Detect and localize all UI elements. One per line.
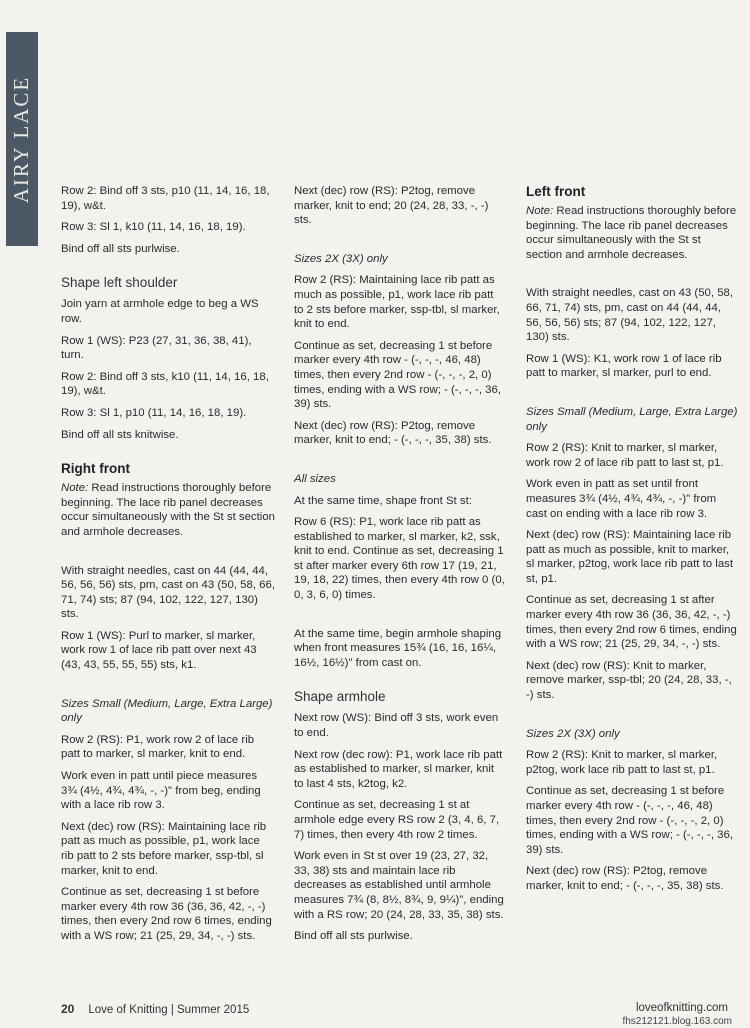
website-link[interactable]: loveofknitting.com [635, 1002, 728, 1014]
note [61, 481, 275, 539]
paragraph: With straight needles, cast on 44 (44, 44, 56, 56, 56) sts, pm, cast on 43 (50, 58, 66, 71, 74) sts; 87 (94, 102, 122, 127, 130) sts. [61, 564, 276, 621]
sizes-label: Sizes 2X (3X) only [294, 252, 388, 265]
note-label: Note: [61, 482, 89, 495]
paragraph: Next (dec) row (RS): Maintaining lace rib patt as much as possible, knit to marker, sl marker, p2tog, work lace rib patt to last st, p1. [526, 529, 734, 585]
note-text: Read instructions thoroughly before beginning. The lace rib panel decreases occur simultaneously with the St st section and armhole decreases. [526, 205, 737, 261]
heading-right-front: Right front [61, 461, 130, 477]
paragraph: Next (dec) row (RS): P2tog, remove marker, knit to end; 20 (24, 28, 33, -, -) sts. [294, 185, 489, 227]
paragraph: Work even in St st over 19 (23, 27, 32, 33, 38) sts and maintain lace rib decreases as established until armhole measures 7¾ (8, 8½, 8¾, 9, 9¼)", ending with a RS row; 20 (24, 28, 33, 35, 38) sts. [294, 850, 504, 921]
paragraph: Row 2: Bind off 3 sts, p10 (11, 14, 16, 18, 19), w&t. [61, 185, 270, 212]
section-tab [6, 32, 38, 246]
paragraph: Next row (WS): Bind off 3 sts, work even to end. [294, 712, 499, 740]
note-text: Read instructions thoroughly before beginning. The lace rib panel decreases occur simultaneously with the St st section and armhole decreases. [61, 482, 275, 538]
paragraph: Row 6 (RS): P1, work lace rib patt as established to marker, sl marker, k2, ssk, knit to end. Continue as set, decreasing 1 st after marker every 6th row 17 (19, 21, 19, 18, 22) times, then every 4th row 0 (0, 0, 3, 6, 0) times. [294, 516, 505, 602]
paragraph: Continue as set, decreasing 1 st after marker every 4th row 36 (36, 36, 42, -, -) times, then every 2nd row 6 times, ending with a WS row; 21 (25, 29, 34, -, -) sts. [526, 594, 737, 651]
paragraph: Continue as set, decreasing 1 st before marker every 4th row - (-, -, -, 46, 48) times, then every 2nd row - (-, -, -, 2, 0) times, ending with a WS row; - (-, -, -, 36, 39) sts. [526, 785, 733, 856]
paragraph: Next row (dec row): P1, work lace rib patt as established to marker, sl marker, knit to last 4 sts, k2tog, k2. [294, 748, 503, 790]
heading-shape-armhole: Shape armhole [294, 689, 386, 705]
paragraph: Continue as set, decreasing 1 st at armhole edge every RS row 2 (3, 4, 6, 7, 7) times, then every 4th row 2 times. [294, 799, 500, 841]
paragraph: Row 2: Bind off 3 sts, k10 (11, 14, 16, 18, 19), w&t. [61, 370, 269, 398]
paragraph: Work even in patt until piece measures 3¾ (4½, 4¾, 4¾, -, -)" from beg, ending with a lace rib row 3. [61, 770, 261, 812]
paragraph: Bind off all sts purlwise. [61, 242, 180, 255]
paragraph: Row 2 (RS): Maintaining lace rib patt as much as possible, p1, work lace rib patt to 2 sts before marker, ssp-tbl, sl marker, knit to end. [294, 274, 500, 331]
section-tab-label: AIRY LACE [9, 75, 34, 203]
paragraph: Next (dec) row (RS): Knit to marker, remove marker, ssp-tbl; 20 (24, 28, 33, -, -) sts. [526, 659, 732, 702]
paragraph: Bind off all sts purlwise. [294, 930, 413, 943]
paragraph: Join yarn at armhole edge to beg a WS row. [61, 298, 259, 325]
paragraph: Work even in patt as set until front measures 3¾ (4½, 4¾, 4¾, -, -)" from cast on ending with a lace rib row 3. [526, 478, 717, 520]
sizes-label: Sizes Small (Medium, Large, Extra Large) only [526, 405, 738, 433]
paragraph: Continue as set, decreasing 1 st before marker every 4th row - (-, -, -, 46, 48) times, then every 2nd row - (-, -, -, 2, 0) times, ending with a WS row; - (-, -, -, 36, 39) sts. [294, 339, 501, 411]
paragraph: Row 1 (WS): K1, work row 1 of lace rib patt to marker, sl marker, purl to end. [526, 352, 722, 380]
column-3 [526, 184, 738, 901]
page-number: 20 [61, 1002, 75, 1016]
heading-shape-left-shoulder: Shape left shoulder [61, 275, 178, 291]
paragraph: Next (dec) row (RS): P2tog, remove marker, knit to end; - (-, -, -, 35, 38) sts. [526, 865, 724, 892]
sizes-label: Sizes Small (Medium, Large, Extra Large) only [61, 697, 273, 725]
paragraph: With straight needles, cast on 43 (50, 58, 66, 71, 74) sts, pm, cast on 44 (44, 44, 56, 56, 56) sts; 87 (94, 102, 122, 127, 130) sts. [526, 287, 734, 344]
paragraph: Row 1 (WS): Purl to marker, sl marker, work row 1 of lace rib patt over next 43 (43, 43, 55, 55, 55) sts, k1. [61, 629, 257, 672]
column-2 [294, 184, 506, 951]
paragraph: Row 2 (RS): Knit to marker, sl marker, work row 2 of lace rib patt to last st, p1. [526, 442, 724, 469]
paragraph: Row 2 (RS): Knit to marker, sl marker, p2tog, work lace rib patt to last st, p1. [526, 749, 718, 776]
paragraph: Continue as set, decreasing 1 st before marker every 4th row 36 (36, 36, 42, -, -) times, then every 2nd row 6 times, ending with a WS row; 21 (25, 29, 34, -, -) sts. [61, 886, 272, 942]
paragraph: Next (dec) row (RS): P2tog, remove marker, knit to end; - (-, -, -, 35, 38) sts. [294, 419, 492, 447]
paragraph: Row 3: Sl 1, k10 (11, 14, 16, 18, 19). [61, 221, 246, 234]
paragraph: At the same time, shape front St st: [294, 494, 472, 507]
magazine-title: Love of Knitting | Summer 2015 [88, 1004, 250, 1016]
paragraph: Bind off all sts knitwise. [61, 428, 179, 441]
paragraph: Row 3: Sl 1, p10 (11, 14, 16, 18, 19). [61, 406, 247, 419]
paragraph: At the same time, begin armhole shaping when front measures 15¾ (16, 16, 16¼, 16½, 16½)" from cast on. [294, 627, 502, 669]
all-sizes-label: All sizes [294, 472, 336, 485]
paragraph: Row 1 (WS): P23 (27, 31, 36, 38, 41), turn. [61, 334, 252, 362]
sizes-label: Sizes 2X (3X) only [526, 727, 620, 740]
paragraph: Row 2 (RS): P1, work row 2 of lace rib patt to marker, sl marker, knit to end. [61, 733, 255, 761]
paragraph: Next (dec) row (RS): Maintaining lace rib patt as much as possible, p1, work lace rib patt to 2 sts before marker, ssp-tbl, sl marker, knit to end. [61, 820, 267, 877]
note-label: Note: [526, 205, 554, 217]
note [526, 204, 738, 262]
watermark: fhs212121.blog.163.com [622, 1016, 732, 1027]
footer [61, 1002, 249, 1016]
column-1 [61, 184, 275, 951]
heading-left-front: Left front [526, 184, 586, 199]
